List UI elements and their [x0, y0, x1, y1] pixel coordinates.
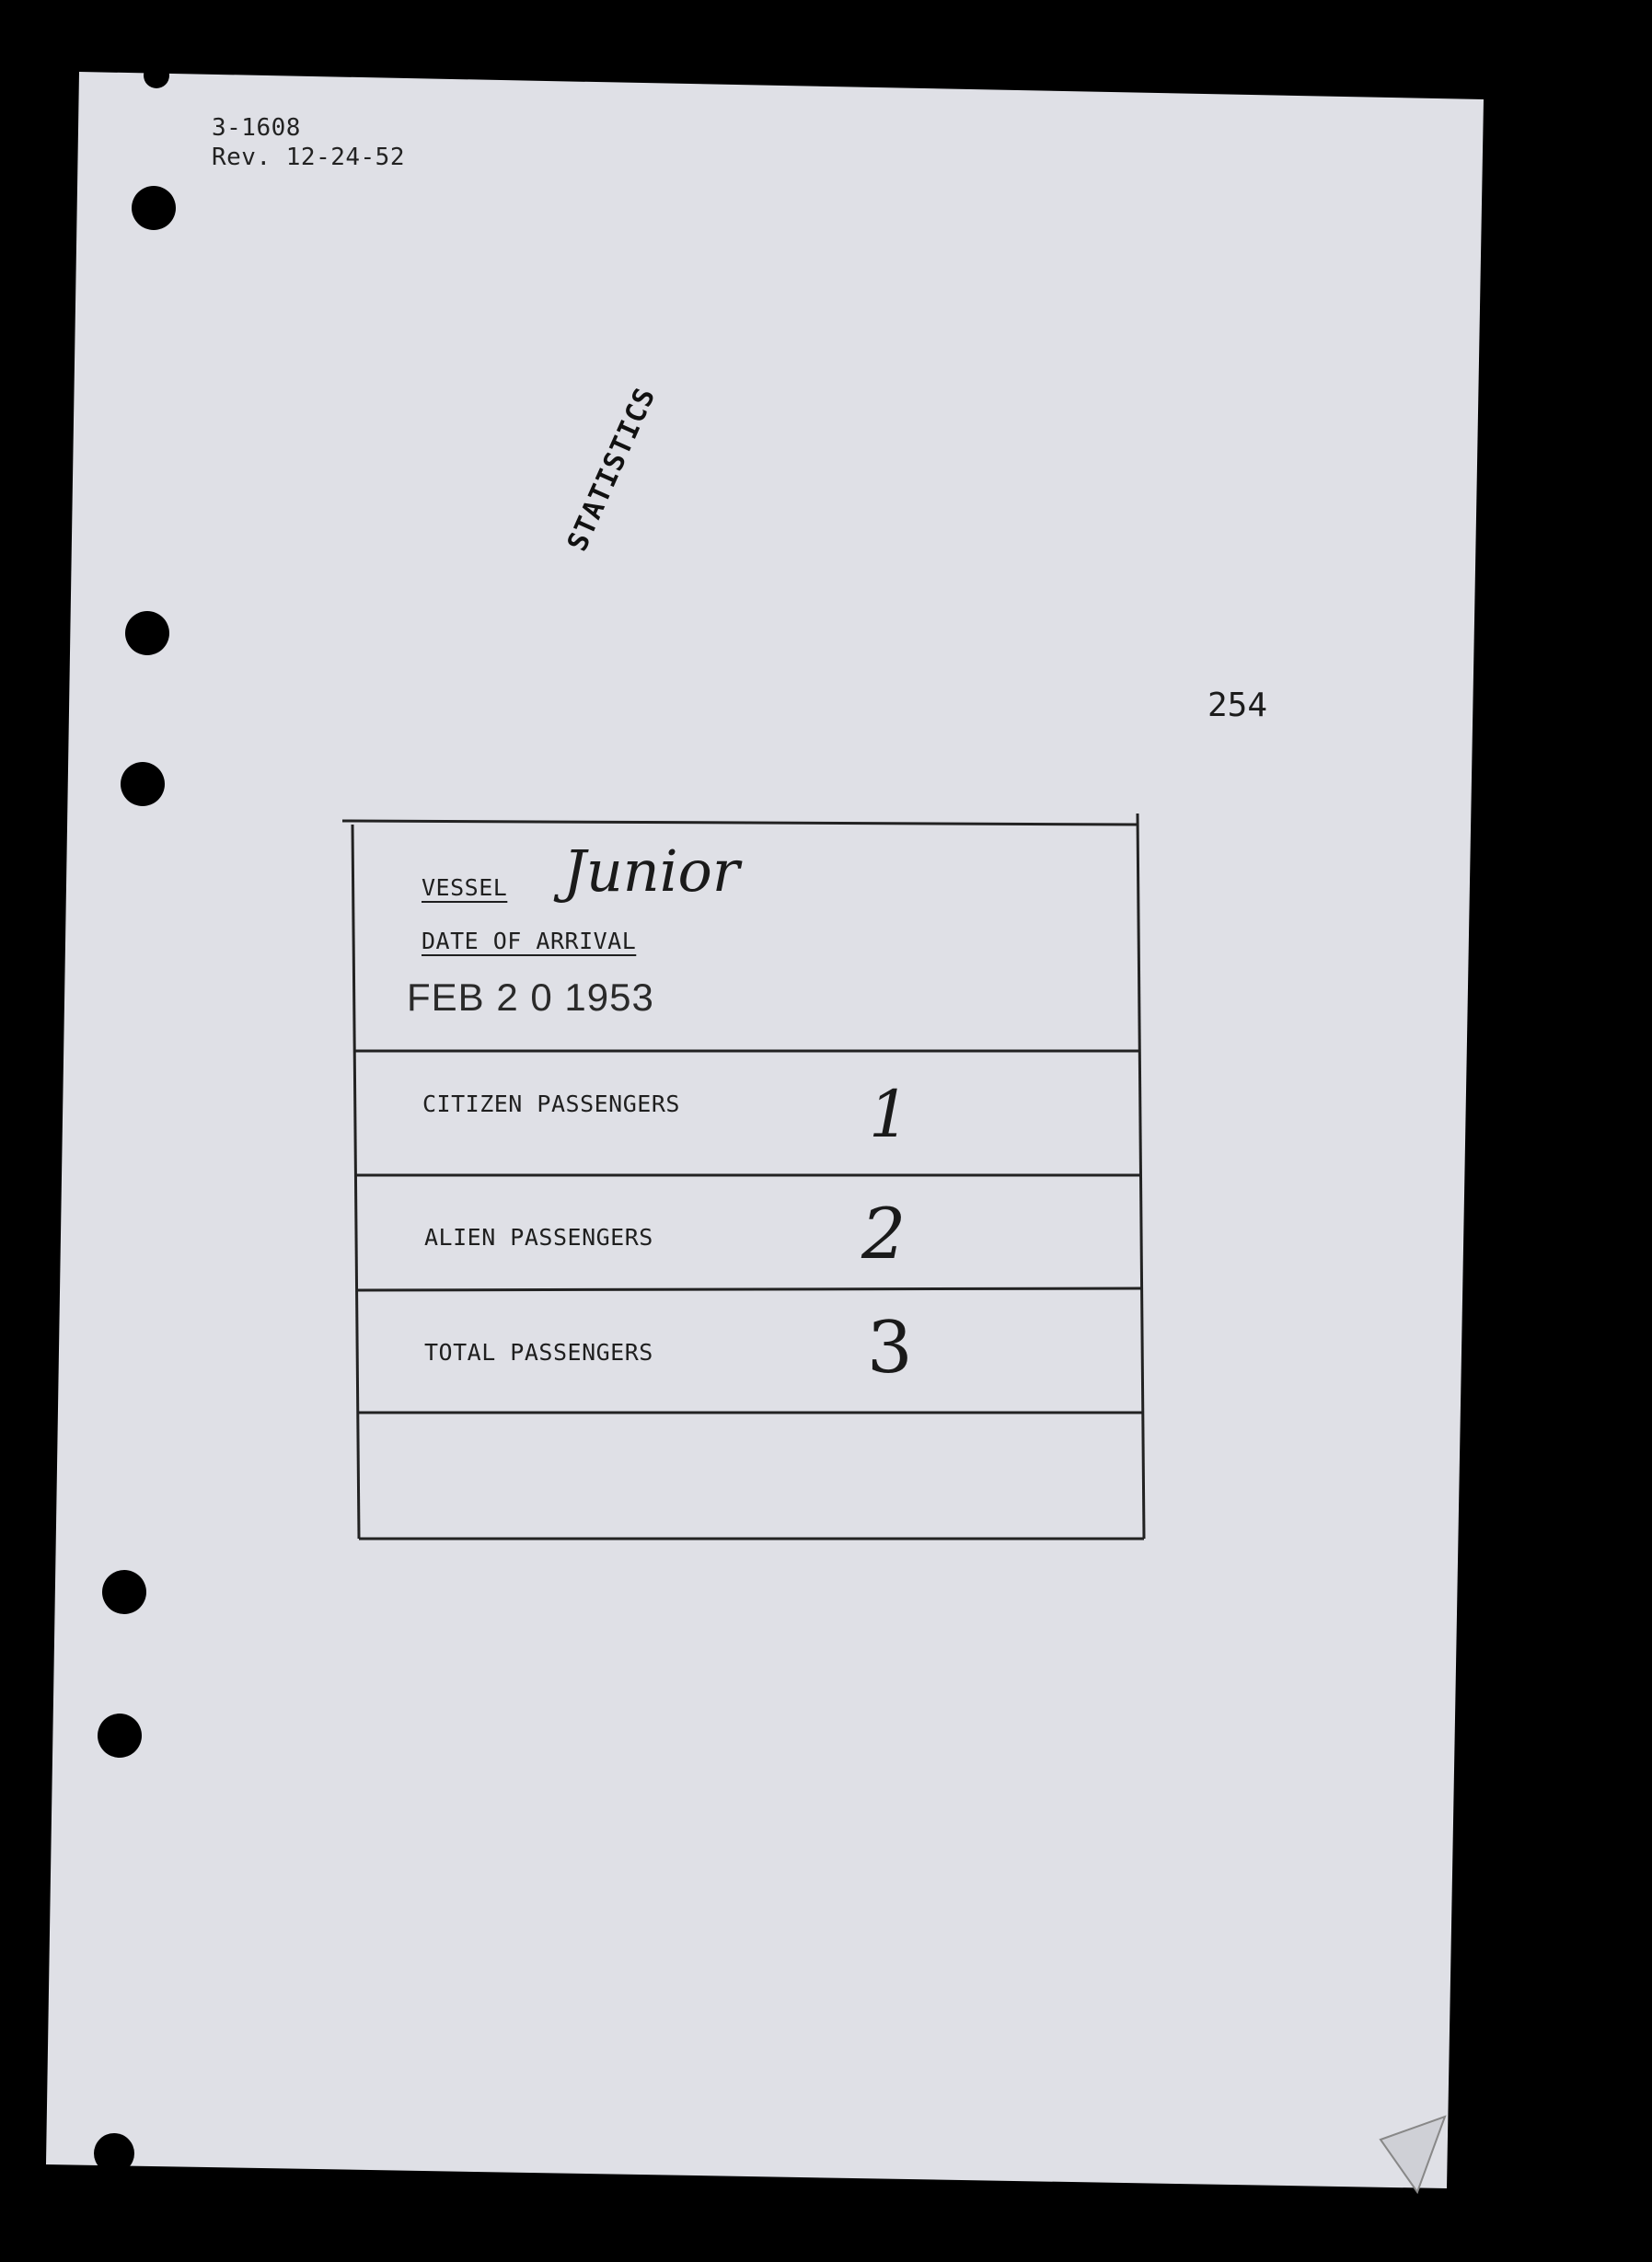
date-of-arrival-stamp: FEB 2 0 1953	[407, 975, 654, 1019]
form-revision: Rev. 12-24-52	[212, 144, 405, 171]
punch-hole	[125, 611, 169, 655]
total-passengers-value: 3	[867, 1307, 913, 1390]
punch-hole	[94, 2133, 134, 2174]
total-passengers-label: TOTAL PASSENGERS	[424, 1339, 653, 1366]
page-number: 254	[1207, 687, 1268, 724]
citizen-passengers-label: CITIZEN PASSENGERS	[422, 1091, 680, 1117]
punch-hole	[102, 1570, 146, 1614]
paper-sheet	[46, 72, 1484, 2188]
punch-hole	[132, 186, 176, 230]
punch-hole	[98, 1714, 142, 1758]
form-number: 3-1608	[212, 114, 301, 142]
statistics-stamp: STATISTICS	[561, 382, 663, 557]
alien-passengers-value: 2	[861, 1193, 907, 1275]
date-of-arrival-label: DATE OF ARRIVAL	[422, 928, 637, 954]
vessel-value: Junior	[563, 837, 740, 905]
punch-hole	[121, 762, 165, 806]
citizen-passengers-value: 1	[869, 1077, 910, 1152]
punch-hole	[144, 63, 169, 88]
alien-passengers-label: ALIEN PASSENGERS	[424, 1224, 653, 1251]
vessel-label: VESSEL	[422, 874, 508, 901]
